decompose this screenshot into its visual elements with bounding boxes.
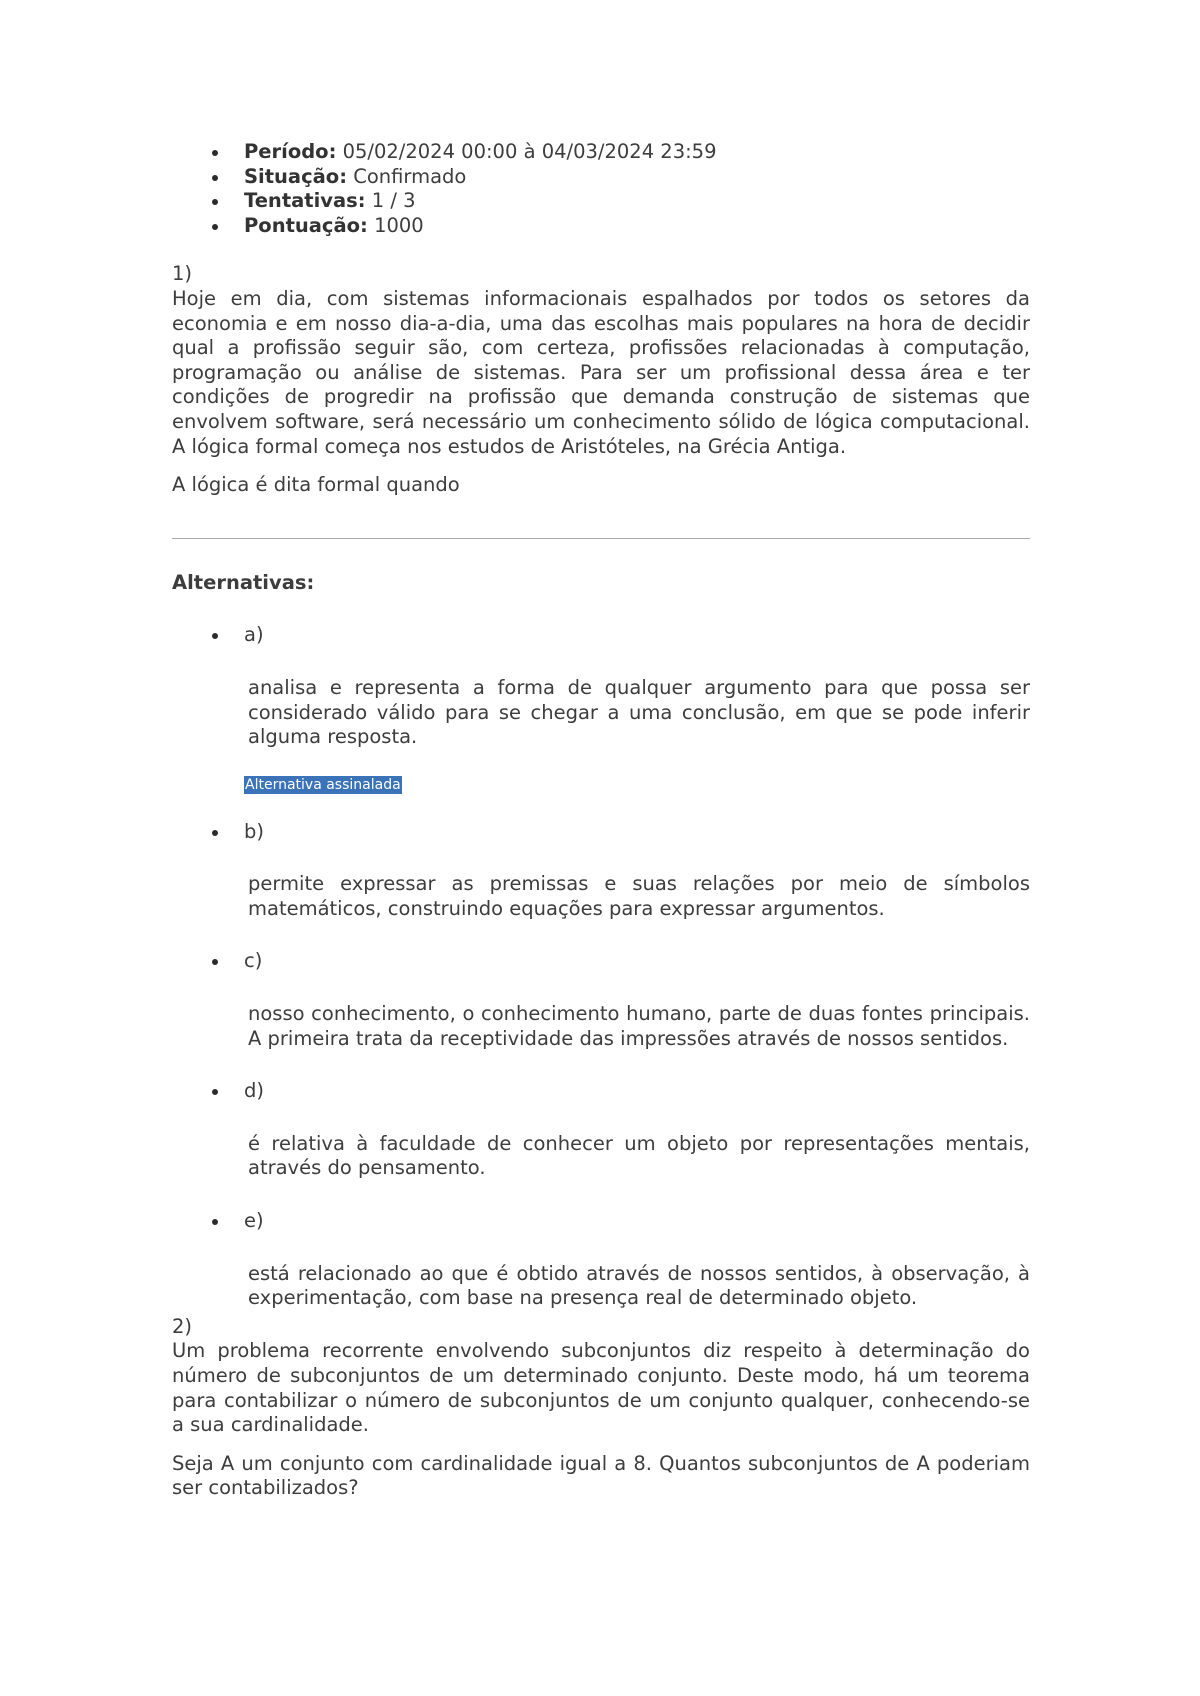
alternative-text: nosso conhecimento, o conhecimento humano, parte de duas fontes principais. A primeira trata da receptividade das impressões através de nossos sentidos. [248, 1002, 1030, 1050]
meta-situacao: Situação: Confirmado [172, 165, 1030, 190]
meta-pontuacao: Pontuação: 1000 [172, 214, 1030, 239]
meta-tentativas: Tentativas: 1 / 3 [172, 189, 1030, 214]
alternative-c[interactable] [172, 949, 1030, 1051]
bullet-icon [212, 959, 218, 965]
alternative-letter: a) [244, 623, 264, 647]
quiz-meta-list [172, 140, 1030, 238]
question-2-number: 2) [172, 1314, 193, 1338]
alternative-d[interactable] [172, 1079, 1030, 1181]
bullet-icon [212, 224, 218, 230]
bullet-icon [212, 633, 218, 639]
alternative-letter: c) [244, 949, 263, 973]
alternatives-heading: Alternativas: [172, 570, 315, 594]
bullet-icon [212, 199, 218, 205]
bullet-icon [212, 1219, 218, 1225]
selected-badge: Alternativa assinalada [245, 776, 401, 793]
alternative-text: analisa e representa a forma de qualquer argumento para que possa ser considerado válido para se chegar a uma conclusão, em que se pode inferir alguma resposta. [248, 675, 1030, 749]
question-1-text: Hoje em dia, com sistemas informacionais espalhados por todos os setores da economia e em nosso dia-a-dia, uma das escolhas mais populares na hora de decidir qual a profissão seguir são, com certeza, profissões relacionadas à computação, programação ou análise de sistemas. Para ser um profissional dessa área e ter condições de progredir na profissão que demanda construção de sistemas que envolvem software, será necessário um conhecimento sólido de lógica computacional. A lógica formal começa nos estudos de Aristóteles, na Grécia Antiga. [172, 286, 1030, 458]
bullet-icon [212, 150, 218, 156]
alternative-a[interactable] [172, 623, 1030, 793]
question-2-text: Um problema recorrente envolvendo subconjuntos diz respeito à determinação do número de subconjuntos de um determinado conjunto. Deste modo, há um teorema para contabilizar o número de subconjuntos de um conjunto qualquer, conhecendo-se a sua cardinalidade. [172, 1339, 1030, 1437]
alternative-letter: d) [244, 1079, 264, 1103]
bullet-icon [212, 830, 218, 836]
alternative-letter: e) [244, 1209, 264, 1233]
divider [172, 538, 1030, 539]
alternative-text: permite expressar as premissas e suas relações por meio de símbolos matemáticos, construindo equações para expressar argumentos. [248, 872, 1030, 920]
quiz-page [172, 140, 1030, 1501]
bullet-icon [212, 175, 218, 181]
alternative-text: é relativa à faculdade de conhecer um objeto por representações mentais, através do pensamento. [248, 1131, 1030, 1180]
question-1-prompt: A lógica é dita formal quando [172, 473, 460, 497]
alternative-b[interactable] [172, 820, 1030, 922]
alternative-letter: b) [244, 819, 264, 843]
question-1-number: 1) [172, 262, 193, 286]
question-2-prompt: Seja A um conjunto com cardinalidade igual a 8. Quantos subconjuntos de A poderiam ser contabilizados? [172, 1451, 1030, 1500]
bullet-icon [212, 1089, 218, 1095]
alternative-e[interactable] [172, 1209, 1030, 1311]
alternative-text: está relacionado ao que é obtido através de nossos sentidos, à observação, à experimentação, com base na presença real de determinado objeto. [248, 1261, 1030, 1310]
meta-periodo: Período: 05/02/2024 00:00 à 04/03/2024 23:59 [172, 140, 1030, 165]
